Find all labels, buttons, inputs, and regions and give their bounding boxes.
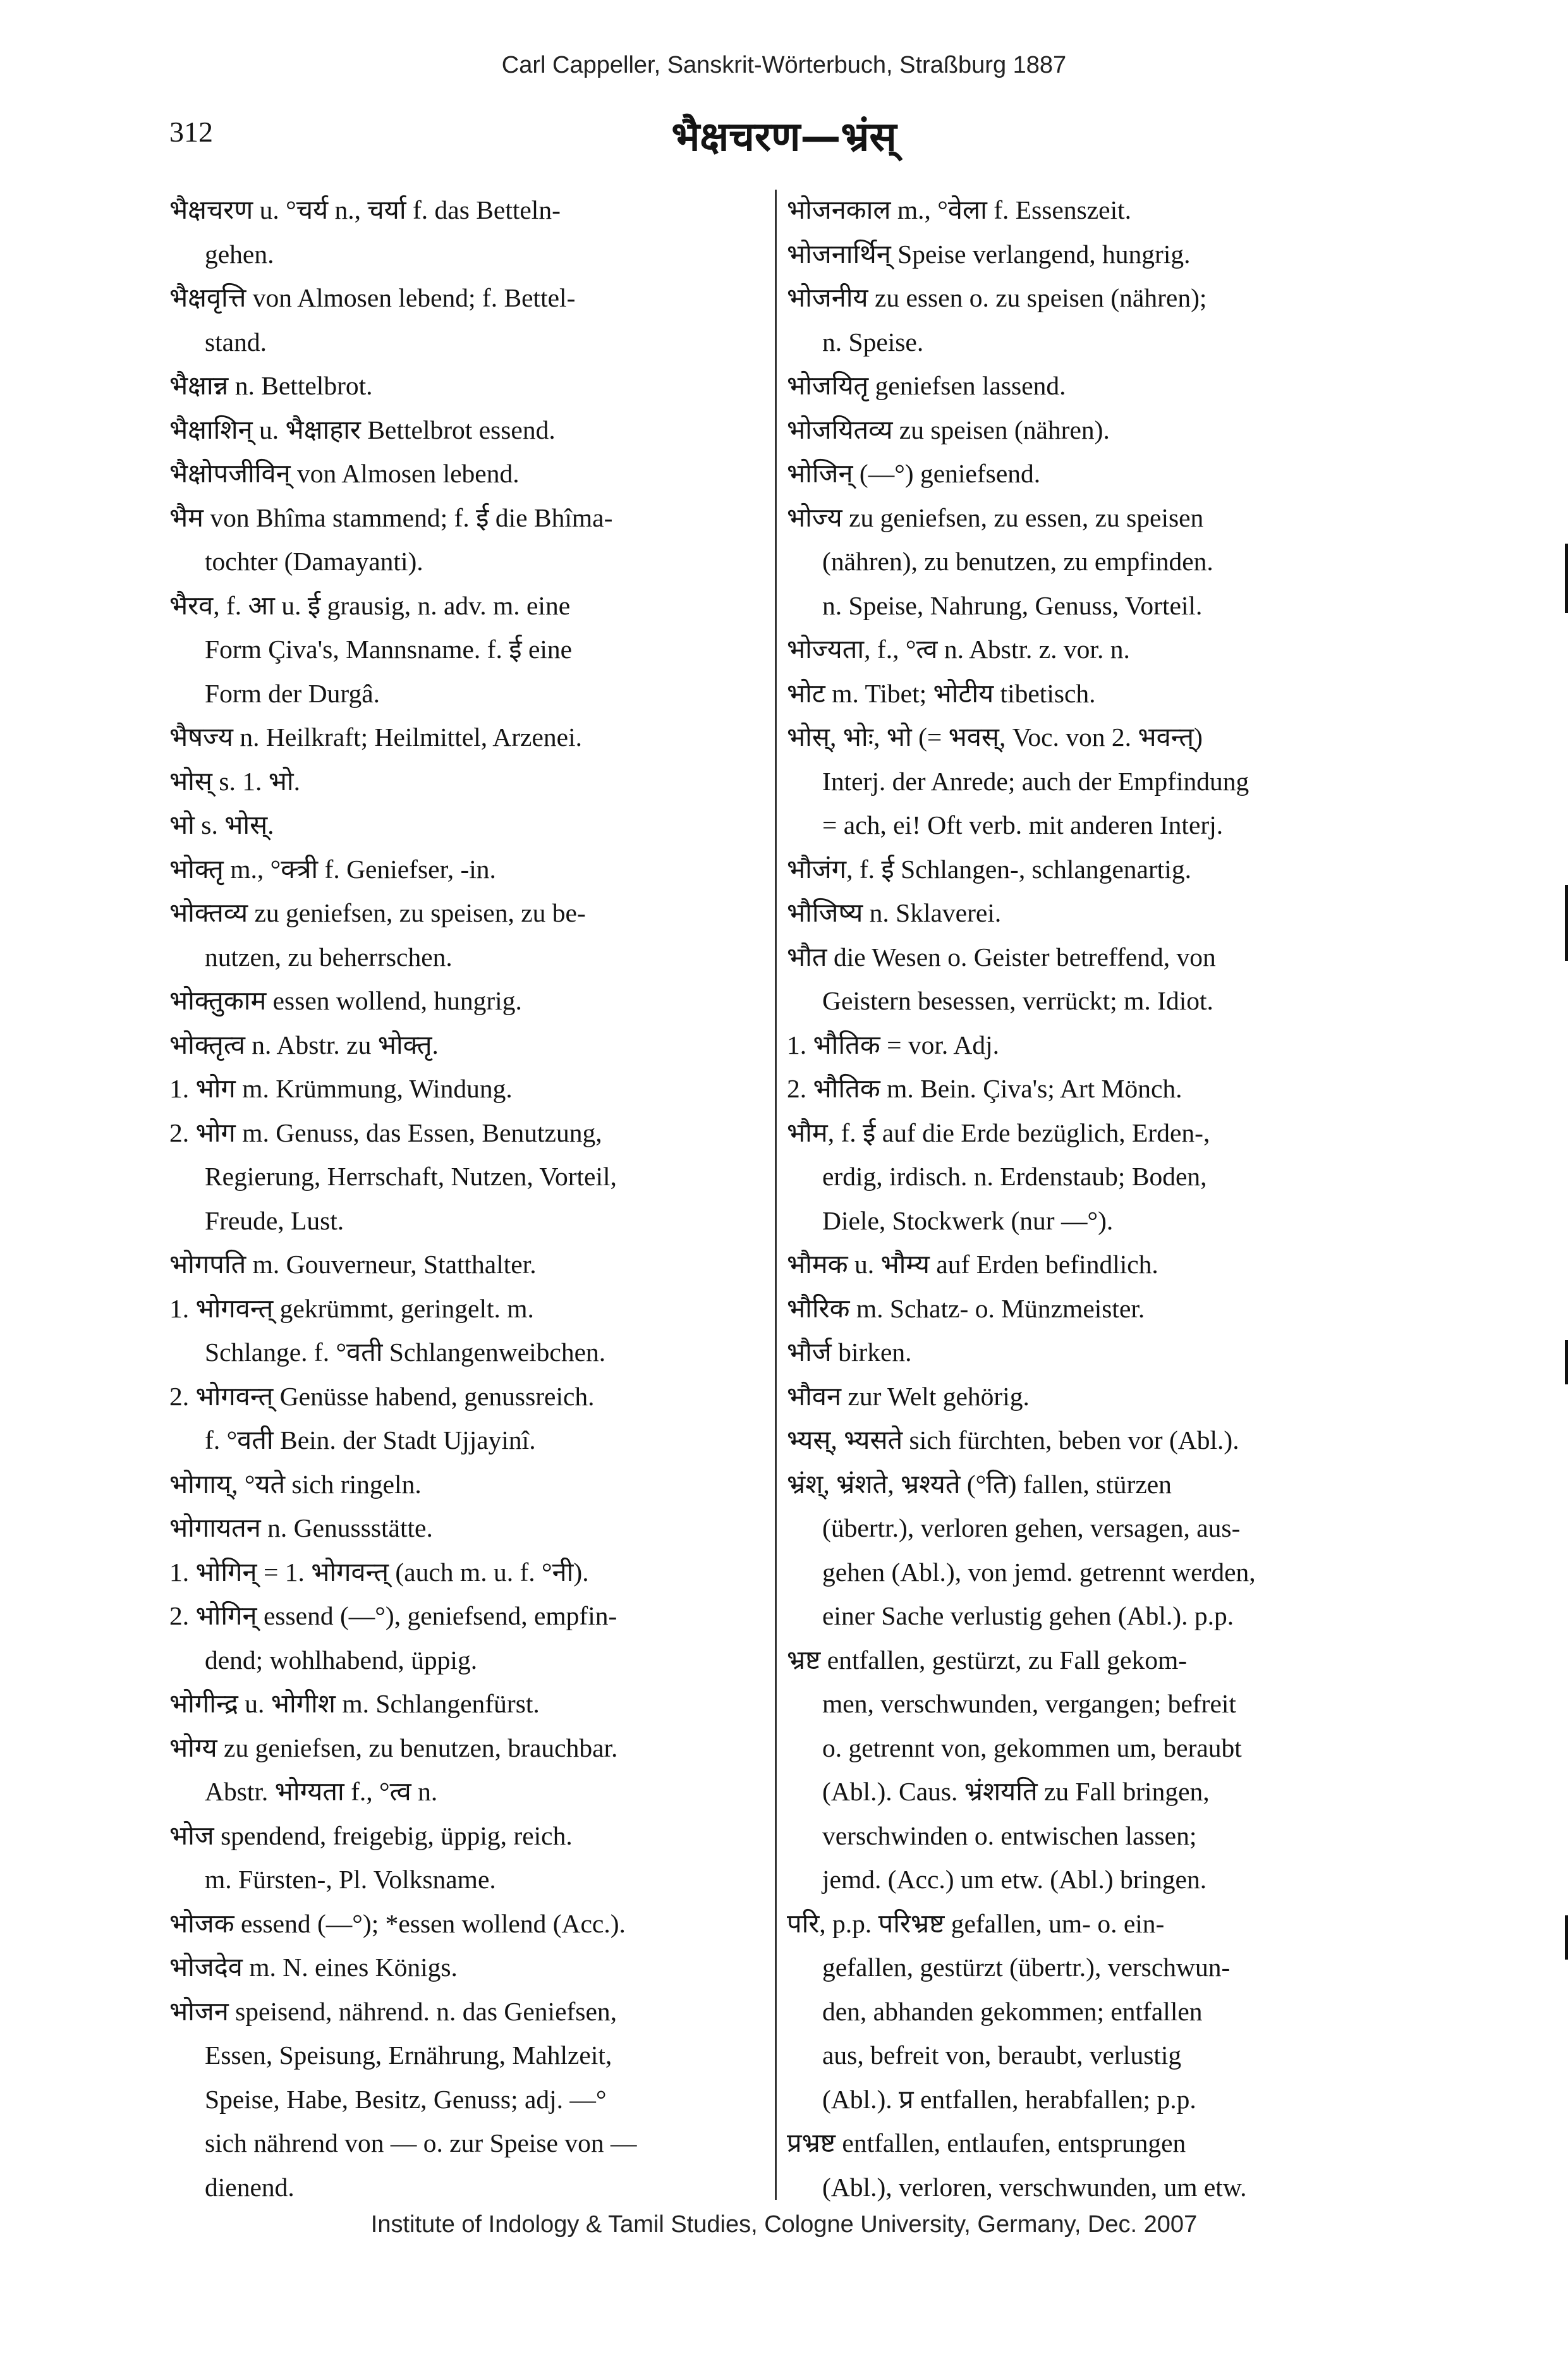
dictionary-line — [787, 1023, 1394, 1068]
dictionary-line-text: = ach, ei! Oft verb. mit anderen Interj. — [822, 810, 1224, 839]
dictionary-line-text: (nähren), zu benutzen, zu empfinden. — [822, 547, 1213, 576]
dictionary-line — [787, 1463, 1394, 1507]
dictionary-line-text: (übertr.), verloren gehen, versagen, aus- — [822, 1513, 1241, 1542]
dictionary-line — [169, 1463, 776, 1507]
dictionary-line — [169, 936, 776, 980]
dictionary-line-text: dienend. — [205, 2172, 295, 2202]
dictionary-line-text: m. Fürsten-, Pl. Volksname. — [205, 1865, 496, 1894]
dictionary-line — [787, 233, 1394, 277]
dictionary-line — [169, 1331, 776, 1375]
dictionary-line — [787, 452, 1394, 496]
dictionary-line — [169, 1814, 776, 1858]
dictionary-line — [169, 1858, 776, 1902]
dictionary-line-text: Interj. der Anrede; auch der Empfindung — [822, 766, 1249, 796]
dictionary-line-text: भौवन zur Welt gehörig. — [787, 1381, 1030, 1411]
dictionary-line — [169, 408, 776, 453]
dictionary-line-text: भोज spendend, freigebig, üppig, reich. — [169, 1821, 573, 1850]
dictionary-line-text: Form Çiva's, Mannsname. f. ई eine — [205, 635, 573, 664]
dictionary-line — [169, 1418, 776, 1463]
dictionary-line — [169, 233, 776, 277]
dictionary-line — [169, 803, 776, 848]
dictionary-line-text: भोजनार्थिन् Speise verlangend, hungrig. — [787, 239, 1191, 269]
dictionary-line-text: भौजिष्य n. Sklaverei. — [787, 898, 1002, 927]
dictionary-line-text: 2. भोगवन्त् Genüsse habend, genussreich. — [169, 1381, 595, 1411]
dictionary-line-text: men, verschwunden, vergangen; befreit — [822, 1689, 1236, 1718]
dictionary-line-text: 1. भौतिक = vor. Adj. — [787, 1030, 999, 1059]
dictionary-line-text: भैषज्य n. Heilkraft; Heilmittel, Arzenei. — [169, 723, 582, 752]
dictionary-line-text: भौर्ज birken. — [787, 1338, 912, 1367]
dictionary-line-text: tochter (Damayanti). — [205, 547, 423, 576]
dictionary-line — [787, 320, 1394, 365]
dictionary-line-text: भैम von Bhîma stammend; f. ई die Bhîma- — [169, 503, 613, 532]
dictionary-line — [787, 2121, 1394, 2166]
scan-edge-mark — [1565, 1915, 1568, 1960]
dictionary-line-text: 2. भोग m. Genuss, das Essen, Benutzung, — [169, 1118, 602, 1147]
dictionary-line-text: f. °वती Bein. der Stadt Ujjayinî. — [205, 1425, 536, 1455]
dictionary-line — [787, 1418, 1394, 1463]
dictionary-line — [169, 1199, 776, 1243]
running-head: भैक्षचरण—भ्रंस् — [671, 114, 897, 161]
dictionary-line — [787, 364, 1394, 408]
dictionary-line-text: भोगायतन n. Genussstätte. — [169, 1513, 433, 1542]
dictionary-line-text: भोजयितृ geniefsen lassend. — [787, 371, 1066, 400]
dictionary-line-text: भोजक essend (—°); *essen wollend (Acc.). — [169, 1908, 626, 1938]
dictionary-line-text: भैक्षचरण u. °चर्य n., चर्या f. das Betteln- — [169, 195, 561, 224]
dictionary-line — [169, 848, 776, 892]
dictionary-line — [169, 1551, 776, 1595]
dictionary-line — [169, 1155, 776, 1199]
left-column — [169, 188, 776, 2209]
dictionary-line-text: भोजिन् (—°) geniefsend. — [787, 459, 1041, 488]
dictionary-line-text: भोज्य zu geniefsen, zu essen, zu speisen — [787, 503, 1204, 532]
footer-credit: Institute of Indology & Tamil Studies, Cologne University, Germany, Dec. 2007 — [370, 2211, 1198, 2238]
dictionary-line-text: (Abl.). प्र entfallen, herabfallen; p.p. — [822, 2084, 1196, 2114]
dictionary-line — [787, 672, 1394, 716]
dictionary-line-text: n. Speise, Nahrung, Genuss, Vorteil. — [822, 590, 1203, 620]
dictionary-line-text: भौरिक m. Schatz- o. Münzmeister. — [787, 1293, 1145, 1323]
dictionary-line-text: भौत die Wesen o. Geister betreffend, von — [787, 942, 1216, 972]
dictionary-line — [787, 1199, 1394, 1243]
dictionary-line-text: भोक्तृत्व n. Abstr. zu भोक्तृ. — [169, 1030, 439, 1059]
dictionary-line-text: den, abhanden gekommen; entfallen — [822, 1996, 1203, 2026]
dictionary-line-text: भैक्षोपजीविन् von Almosen lebend. — [169, 459, 520, 488]
dictionary-line — [169, 760, 776, 804]
dictionary-line — [787, 1770, 1394, 1814]
dictionary-line — [169, 1594, 776, 1638]
dictionary-line — [169, 452, 776, 496]
dictionary-line-text: einer Sache verlustig gehen (Abl.). p.p. — [822, 1601, 1234, 1630]
dictionary-line — [787, 1990, 1394, 2034]
dictionary-line-text: Diele, Stockwerk (nur —°). — [822, 1205, 1114, 1235]
dictionary-line — [169, 1902, 776, 1946]
dictionary-line — [787, 979, 1394, 1023]
dictionary-line — [787, 1902, 1394, 1946]
dictionary-line-text: gehen (Abl.), von jemd. getrennt werden, — [822, 1557, 1256, 1587]
dictionary-line-text: भ्यस्, भ्यसते sich fürchten, beben vor (Abl.). — [787, 1425, 1239, 1455]
dictionary-line — [169, 1067, 776, 1111]
dictionary-line-text: भोगीन्द्र u. भोगीश m. Schlangenfürst. — [169, 1689, 540, 1718]
dictionary-line — [787, 1375, 1394, 1419]
dictionary-line — [787, 2078, 1394, 2122]
header-credit: Carl Cappeller, Sanskrit-Wörterbuch, Straßburg 1887 — [501, 52, 1067, 78]
dictionary-line — [169, 276, 776, 320]
dictionary-line-text: भोजनकाल m., °वेला f. Essenszeit. — [787, 195, 1132, 224]
dictionary-line — [787, 1594, 1394, 1638]
dictionary-line — [169, 2121, 776, 2166]
dictionary-line-text: dend; wohlhabend, üppig. — [205, 1645, 478, 1675]
dictionary-line — [169, 188, 776, 233]
dictionary-line-text: प्रभ्रष्ट entfallen, entlaufen, entsprungen — [787, 2128, 1186, 2157]
dictionary-line — [787, 891, 1394, 936]
dictionary-line-text: 1. भोगिन् = 1. भोगवन्त् (auch m. u. f. °नी). — [169, 1557, 589, 1587]
dictionary-line-text: nutzen, zu beherrschen. — [205, 942, 453, 972]
dictionary-line-text: Form der Durgâ. — [205, 678, 380, 708]
dictionary-line — [787, 2034, 1394, 2078]
dictionary-line-text: aus, befreit von, beraubt, verlustig — [822, 2041, 1182, 2070]
dictionary-line-text: 2. भौतिक m. Bein. Çiva's; Art Mönch. — [787, 1074, 1182, 1103]
dictionary-line-text: 1. भोग m. Krümmung, Windung. — [169, 1074, 513, 1103]
dictionary-line-text: भैक्षाशिन् u. भैक्षाहार Bettelbrot essend. — [169, 415, 556, 444]
dictionary-line-text: परि, p.p. परिभ्रष्ट gefallen, um- o. ein- — [787, 1908, 1165, 1938]
page-number: 312 — [169, 116, 213, 148]
dictionary-line-text: भोग्य zu geniefsen, zu benutzen, brauchbar. — [169, 1733, 618, 1762]
dictionary-line — [169, 2078, 776, 2122]
dictionary-line-text: 1. भोगवन्त् gekrümmt, geringelt. m. — [169, 1293, 534, 1323]
dictionary-line — [169, 979, 776, 1023]
dictionary-line-text: भौजंग, f. ई Schlangen-, schlangenartig. — [787, 854, 1191, 884]
dictionary-line-text: sich nährend von — o. zur Speise von — — [205, 2128, 637, 2157]
dictionary-line — [169, 1375, 776, 1419]
dictionary-line — [169, 1287, 776, 1331]
dictionary-line-text: भो s. भोस्. — [169, 810, 274, 839]
dictionary-line-text: o. getrennt von, gekommen um, beraubt — [822, 1733, 1242, 1762]
dictionary-line — [787, 496, 1394, 540]
dictionary-line — [169, 1682, 776, 1726]
dictionary-line — [787, 848, 1394, 892]
dictionary-line — [169, 1023, 776, 1068]
dictionary-line-text: भोक्तुकाम essen wollend, hungrig. — [169, 986, 522, 1015]
dictionary-line — [787, 1638, 1394, 1683]
dictionary-line — [787, 1111, 1394, 1156]
dictionary-line — [169, 1770, 776, 1814]
dictionary-line-text: n. Speise. — [822, 327, 924, 357]
column-divider — [775, 190, 777, 2200]
dictionary-line — [787, 408, 1394, 453]
right-column — [787, 188, 1394, 2209]
dictionary-line-text: भोगाय्, °यते sich ringeln. — [169, 1469, 422, 1499]
dictionary-line — [787, 1506, 1394, 1551]
dictionary-line — [169, 2034, 776, 2078]
dictionary-line-text: stand. — [205, 327, 267, 357]
dictionary-line — [787, 936, 1394, 980]
dictionary-line-text: भोजनीय zu essen o. zu speisen (nähren); — [787, 283, 1207, 312]
dictionary-line-text: भ्रंश्, भ्रंशते, भ्रश्यते (°ति) fallen, stürzen — [787, 1469, 1172, 1499]
dictionary-line-text: Regierung, Herrschaft, Nutzen, Vorteil, — [205, 1162, 617, 1191]
dictionary-line-text: Geistern besessen, verrückt; m. Idiot. — [822, 986, 1213, 1015]
dictionary-line — [787, 1858, 1394, 1902]
dictionary-line — [169, 496, 776, 540]
dictionary-line-text: भौमक u. भौम्य auf Erden befindlich. — [787, 1250, 1158, 1279]
dictionary-line — [787, 1814, 1394, 1858]
dictionary-line — [169, 1726, 776, 1771]
dictionary-line-text: भोजयितव्य zu speisen (nähren). — [787, 415, 1110, 444]
dictionary-line — [169, 1946, 776, 1990]
dictionary-line-text: भोजन speisend, nährend. n. das Geniefsen, — [169, 1996, 617, 2026]
dictionary-line-text: (Abl.). Caus. भ्रंशयति zu Fall bringen, — [822, 1777, 1210, 1806]
dictionary-line — [787, 803, 1394, 848]
dictionary-line-text: Schlange. f. °वती Schlangenweibchen. — [205, 1338, 606, 1367]
dictionary-line — [787, 1726, 1394, 1771]
dictionary-line-text: भोस्, भोः, भो (= भवस्, Voc. von 2. भवन्त्) — [787, 723, 1203, 752]
dictionary-line-text: gehen. — [205, 239, 274, 269]
dictionary-line-text: भोजदेव m. N. eines Königs. — [169, 1953, 458, 1982]
dictionary-line — [787, 1155, 1394, 1199]
scan-edge-mark — [1565, 544, 1568, 613]
dictionary-line-text: Freude, Lust. — [205, 1205, 344, 1235]
dictionary-line — [787, 760, 1394, 804]
dictionary-line — [169, 1990, 776, 2034]
dictionary-line — [787, 188, 1394, 233]
dictionary-line — [169, 628, 776, 672]
dictionary-line-text: भैक्षान्न n. Bettelbrot. — [169, 371, 373, 400]
dictionary-line — [787, 1331, 1394, 1375]
dictionary-line-text: verschwinden o. entwischen lassen; — [822, 1821, 1197, 1850]
dictionary-line-text: Essen, Speisung, Ernährung, Mahlzeit, — [205, 2041, 612, 2070]
dictionary-line — [787, 540, 1394, 584]
dictionary-line-text: भैरव, f. आ u. ई grausig, n. adv. m. eine — [169, 590, 571, 620]
scan-edge-mark — [1565, 1340, 1568, 1384]
dictionary-line — [169, 584, 776, 628]
dictionary-line-text: Speise, Habe, Besitz, Genuss; adj. —° — [205, 2084, 607, 2114]
dictionary-line — [169, 1243, 776, 1287]
scan-edge-mark — [1565, 885, 1568, 961]
dictionary-line — [169, 1638, 776, 1683]
dictionary-line — [787, 1287, 1394, 1331]
dictionary-line-text: भोस् s. 1. भो. — [169, 766, 301, 796]
dictionary-line-text: भोज्यता, f., °त्व n. Abstr. z. vor. n. — [787, 635, 1130, 664]
dictionary-line — [787, 1946, 1394, 1990]
dictionary-line — [787, 1243, 1394, 1287]
dictionary-line-text: भोट m. Tibet; भोटीय tibetisch. — [787, 678, 1096, 708]
dictionary-line — [169, 672, 776, 716]
dictionary-line-text: 2. भोगिन् essend (—°), geniefsend, empfin- — [169, 1601, 617, 1630]
dictionary-line — [787, 716, 1394, 760]
dictionary-line — [169, 320, 776, 365]
dictionary-line — [787, 1682, 1394, 1726]
dictionary-line-text: erdig, irdisch. n. Erdenstaub; Boden, — [822, 1162, 1207, 1191]
dictionary-line-text: (Abl.), verloren, verschwunden, um etw. — [822, 2172, 1247, 2202]
dictionary-line-text: भोक्तव्य zu geniefsen, zu speisen, zu be- — [169, 898, 586, 927]
dictionary-line-text: jemd. (Acc.) um etw. (Abl.) bringen. — [822, 1865, 1207, 1894]
dictionary-line — [787, 584, 1394, 628]
dictionary-line-text: भौम, f. ई auf die Erde bezüglich, Erden-, — [787, 1118, 1210, 1147]
dictionary-line-text: भैक्षवृत्ति von Almosen lebend; f. Bettel- — [169, 283, 576, 312]
dictionary-line — [169, 891, 776, 936]
dictionary-line — [169, 364, 776, 408]
dictionary-line-text: gefallen, gestürzt (übertr.), verschwun- — [822, 1953, 1231, 1982]
dictionary-line — [169, 716, 776, 760]
dictionary-line — [787, 628, 1394, 672]
dictionary-line — [787, 2166, 1394, 2210]
dictionary-line — [169, 1111, 776, 1156]
dictionary-line — [169, 540, 776, 584]
dictionary-line — [787, 276, 1394, 320]
dictionary-line — [787, 1067, 1394, 1111]
dictionary-line — [169, 2166, 776, 2210]
dictionary-line-text: Abstr. भोग्यता f., °त्व n. — [205, 1777, 438, 1806]
dictionary-line-text: भ्रष्ट entfallen, gestürzt, zu Fall gekom- — [787, 1645, 1188, 1675]
dictionary-line — [787, 1551, 1394, 1595]
dictionary-line — [169, 1506, 776, 1551]
dictionary-line-text: भोगपति m. Gouverneur, Statthalter. — [169, 1250, 537, 1279]
dictionary-line-text: भोक्तृ m., °क्त्री f. Geniefser, -in. — [169, 854, 496, 884]
